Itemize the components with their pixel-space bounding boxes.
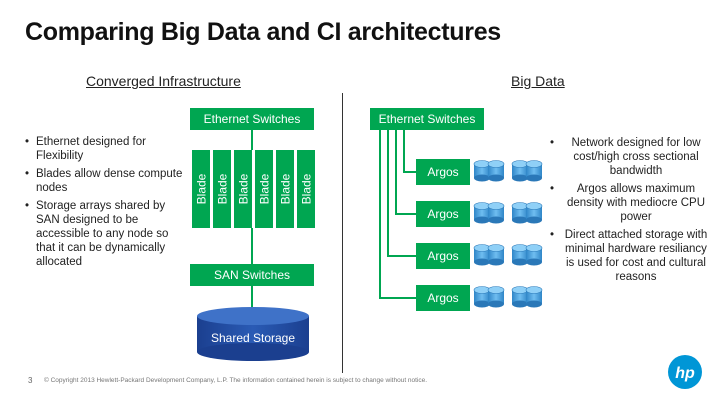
bigdata-ethernet-switches: Ethernet Switches bbox=[370, 108, 484, 130]
disk-cylinder-icon bbox=[474, 203, 490, 224]
blade-4: Blade bbox=[255, 150, 273, 228]
ci-bullet-2: • Blades allow dense compute nodes bbox=[36, 167, 184, 195]
blade-2: Blade bbox=[213, 150, 231, 228]
disk-cylinder-icon bbox=[526, 287, 542, 308]
ci-blade-san-connector bbox=[251, 228, 253, 264]
blade-1: Blade bbox=[192, 150, 210, 228]
disk-cylinder-icon bbox=[474, 287, 490, 308]
disk-cylinder-icon bbox=[474, 245, 490, 266]
copyright-notice: © Copyright 2013 Hewlett-Packard Development Company, L.P. The information contained herein is subject to change without notice. bbox=[44, 377, 428, 384]
blade-5: Blade bbox=[276, 150, 294, 228]
page-number: 3 bbox=[28, 376, 33, 385]
disk-cylinder-icon bbox=[488, 161, 504, 182]
ci-ethernet-switches: Ethernet Switches bbox=[190, 108, 314, 130]
bigdata-bullet-3: • Direct attached storage with minimal hardware resiliancy is used for cost and cultural reasons bbox=[560, 228, 712, 284]
page-title: Comparing Big Data and CI architectures bbox=[25, 18, 501, 46]
ci-heading: Converged Infrastructure bbox=[86, 73, 241, 89]
ci-bullet-3: • Storage arrays shared by SAN designed to be accessible to any node so that it can be dynamically allocated bbox=[36, 199, 184, 269]
san-switches: SAN Switches bbox=[190, 264, 314, 286]
ci-bullet-1: • Ethernet designed for Flexibility bbox=[36, 135, 184, 163]
section-divider bbox=[342, 93, 343, 373]
hp-logo-icon bbox=[667, 354, 703, 390]
disk-cylinder-icon bbox=[488, 245, 504, 266]
disk-cylinder-icon bbox=[488, 287, 504, 308]
disk-cylinder-icon bbox=[526, 245, 542, 266]
disk-cylinder-icon bbox=[512, 245, 528, 266]
bigdata-heading: Big Data bbox=[511, 73, 565, 89]
disk-cylinder-icon bbox=[526, 203, 542, 224]
disk-group-2 bbox=[473, 201, 545, 225]
blade-3: Blade bbox=[234, 150, 252, 228]
shared-storage-label: Shared Storage bbox=[210, 331, 296, 345]
argos-node-1: Argos bbox=[416, 159, 470, 185]
svg-text:hp: hp bbox=[675, 365, 695, 382]
disk-cylinder-icon bbox=[512, 287, 528, 308]
disk-cylinder-icon bbox=[474, 161, 490, 182]
disk-cylinder-icon bbox=[512, 161, 528, 182]
argos-node-4: Argos bbox=[416, 285, 470, 311]
ci-bullet-list bbox=[24, 135, 184, 273]
disk-cylinder-icon bbox=[488, 203, 504, 224]
argos-node-2: Argos bbox=[416, 201, 470, 227]
blade-6: Blade bbox=[297, 150, 315, 228]
argos-node-3: Argos bbox=[416, 243, 470, 269]
disk-group-4 bbox=[473, 285, 545, 309]
disk-group-3 bbox=[473, 243, 545, 267]
disk-group-1 bbox=[473, 159, 545, 183]
disk-cylinder-icon bbox=[526, 161, 542, 182]
disk-cylinder-icon bbox=[512, 203, 528, 224]
ci-switch-connector bbox=[251, 130, 253, 150]
bigdata-bullet-1: • Network designed for low cost/high cross sectional bandwidth bbox=[560, 136, 712, 178]
bigdata-bullet-list bbox=[548, 136, 712, 288]
bigdata-bullet-2: • Argos allows maximum density with mediocre CPU power bbox=[560, 182, 712, 224]
